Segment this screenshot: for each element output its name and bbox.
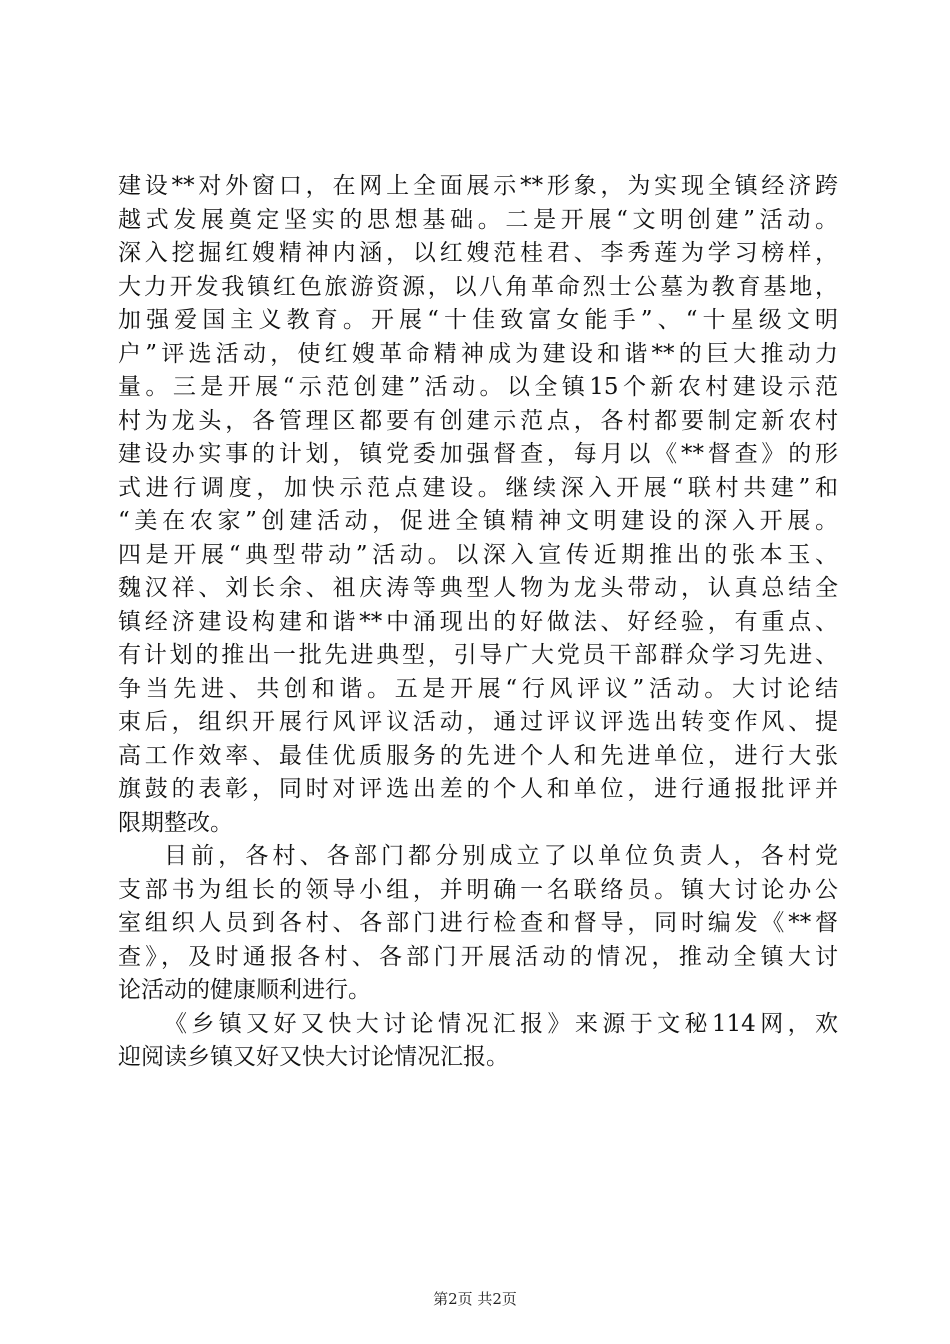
paragraph-line: 束后，组织开展行风评议活动，通过评议评选出转变作风、提 [118, 709, 838, 735]
page-number-footer: 第2页 共2页 [433, 1290, 517, 1308]
paragraph-line: 村为龙头，各管理区都要有创建示范点，各村都要制定新农村 [118, 407, 838, 434]
paragraph-line: 大力开发我镇红色旅游资源，以八角革命烈士公墓为教育基地， [118, 273, 838, 300]
paragraph-line: 四是开展“典型带动”活动。以深入宣传近期推出的张本玉、 [118, 541, 838, 568]
paragraph-line: 室组织人员到各村、各部门进行检查和督导，同时编发《**督 [118, 910, 838, 936]
paragraph-line: 旗鼓的表彰，同时对评选出差的个人和单位，进行通报批评并 [118, 776, 838, 802]
paragraph-line: 越式发展奠定坚实的思想基础。二是开展“文明创建”活动。 [118, 206, 838, 233]
paragraph-line: “美在农家”创建活动，促进全镇精神文明建设的深入开展。 [118, 508, 838, 534]
paragraph-line: 有计划的推出一批先进典型，引导广大党员干部群众学习先进、 [118, 642, 838, 668]
document-body [118, 170, 838, 1075]
paragraph-line: 建设**对外窗口，在网上全面展示**形象，为实现全镇经济跨 [118, 173, 838, 199]
paragraph-line: 加强爱国主义教育。开展“十佳致富女能手”、“十星级文明 [118, 307, 838, 333]
paragraph-line: 户”评选活动，使红嫂革命精神成为建设和谐**的巨大推动力 [118, 340, 838, 367]
paragraph-line: 《乡镇又好又快大讨论情况汇报》来源于文秘114网，欢 [164, 1010, 838, 1037]
paragraph-line: 争当先进、共创和谐。五是开展“行风评议”活动。大讨论结 [118, 675, 838, 702]
paragraph-line: 目前，各村、各部门都分别成立了以单位负责人，各村党 [164, 843, 838, 869]
paragraph-line: 深入挖掘红嫂精神内涵，以红嫂范桂君、李秀莲为学习榜样， [118, 240, 838, 266]
paragraph-line: 量。三是开展“示范创建”活动。以全镇15个新农村建设示范 [118, 374, 838, 400]
paragraph-line: 限期整改。 [118, 809, 233, 836]
paragraph-line: 查》，及时通报各村、各部门开展活动的情况，推动全镇大讨 [118, 943, 838, 970]
paragraph-line: 高工作效率、最佳优质服务的先进个人和先进单位，进行大张 [118, 742, 838, 769]
paragraph-line: 建设办实事的计划，镇党委加强督查，每月以《**督查》的形 [118, 441, 838, 467]
paragraph-line: 镇经济建设构建和谐**中涌现出的好做法、好经验，有重点、 [118, 608, 838, 635]
paragraph-line: 式进行调度，加快示范点建设。继续深入开展“联村共建”和 [118, 474, 838, 501]
paragraph-line: 支部书为组长的领导小组，并明确一名联络员。镇大讨论办公 [118, 876, 838, 903]
paragraph-line: 迎阅读乡镇又好又快大讨论情况汇报。 [118, 1044, 509, 1070]
paragraph-line: 论活动的健康顺利进行。 [118, 977, 371, 1003]
paragraph-line: 魏汉祥、刘长余、祖庆涛等典型人物为龙头带动，认真总结全 [118, 575, 838, 601]
